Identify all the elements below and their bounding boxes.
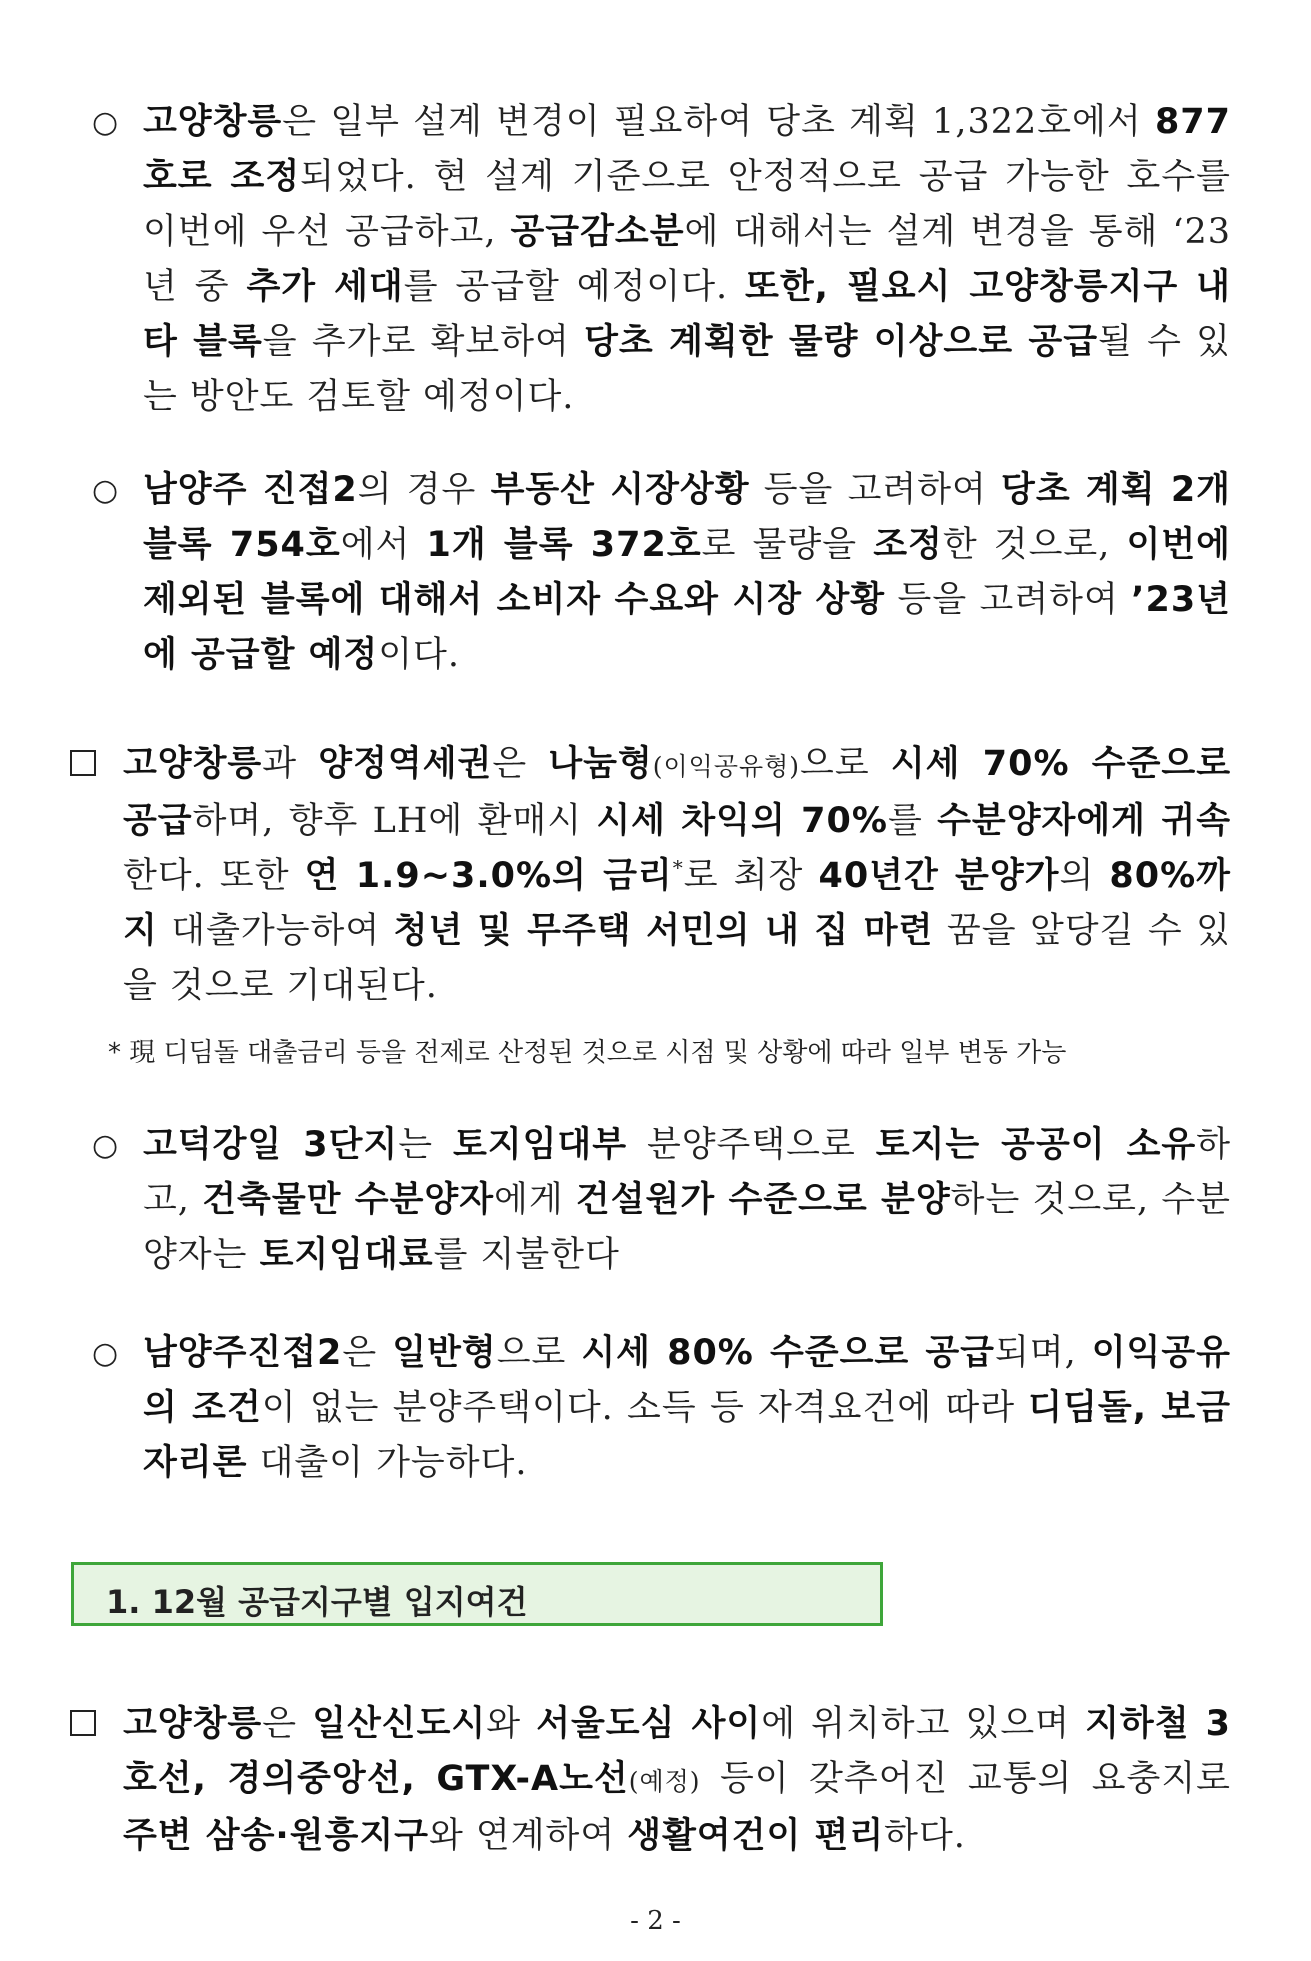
text-bold: 디딤돌, 보금자리론 (143, 1388, 1231, 1483)
paragraph-goyang-changneung (143, 95, 1231, 425)
text: 하는 것으로, 수분양자는 (143, 1180, 1231, 1275)
text: 으로 (496, 1333, 582, 1373)
text: 되었다. 현 설계 기준으로 안정적으로 공급 가능한 호수를 이번에 우선 공급하고, (143, 157, 1231, 252)
text: 이다. (378, 635, 460, 675)
text-bold: 양정역세권 (318, 744, 493, 784)
text: 에 위치하고 있으며 (761, 1704, 1086, 1744)
text-bold: 일반형 (392, 1333, 497, 1373)
text: 을 추가로 확보하여 (262, 322, 585, 362)
text: 하다. (884, 1816, 966, 1856)
text-bold: 시세 70% 수준으로 공급 (123, 744, 1232, 841)
text-bold: 고양창릉 (123, 1704, 263, 1744)
text-bold: 건설원가 수준으로 분양 (575, 1180, 951, 1220)
text-bold: 당초 계획 2개 블록 754호 (143, 470, 1231, 565)
text: 에서 (340, 525, 427, 565)
text: 를 지불한다 (433, 1235, 620, 1275)
text-bold: 40년간 분양가 (818, 856, 1060, 896)
text-bold: 수분양자에게 귀속 (937, 801, 1232, 841)
paragraph-godeok-gangil (143, 1118, 1231, 1283)
text-bold: 일산신도시 (312, 1704, 487, 1744)
text-small: (이익공유형) (652, 752, 801, 781)
text: 한 것으로, (942, 525, 1127, 565)
text-bold: 공급감소분 (510, 212, 685, 252)
text-bold: 토지임대부 (452, 1125, 628, 1165)
text-bold: 80%까지 (123, 856, 1231, 951)
text: 대출가능하여 (157, 911, 394, 951)
text: 꿈을 앞당길 수 있을 것으로 기대된다. (123, 911, 1231, 1006)
text: 이 없는 분양주택이다. 소득 등 자격요건에 따라 (261, 1388, 1029, 1428)
text: 등을 고려하여 (749, 470, 1002, 510)
text-bold: 또한, 필요시 고양창릉지구 내 타 블록 (143, 267, 1231, 362)
footnote: * 現 디딤돌 대출금리 등을 전제로 산정된 것으로 시점 및 상황에 따라 일부 변동 가능 (108, 1038, 1067, 1068)
text-bold: 남양주 진접2 (143, 470, 358, 510)
section-title: 1. 12월 공급지구별 입지여건 (106, 1583, 528, 1621)
paragraph-namyangju-jinjeop2 (143, 463, 1231, 683)
text-bold: 청년 및 무주택 서민의 내 집 마련 (393, 911, 934, 951)
text: 로 최장 (683, 856, 819, 896)
text: 한다. 또한 (123, 856, 305, 896)
text-bold: 고양창릉 (123, 744, 263, 784)
text: 는 (398, 1125, 453, 1165)
text-bold: 877호로 조정 (143, 102, 1231, 197)
text-bold: 연 1.9~3.0%의 금리 (304, 856, 673, 896)
text-bold: 당초 계획한 물량 이상으로 공급 (584, 322, 1098, 362)
text: 와 (486, 1704, 537, 1744)
section-header-box (71, 1562, 883, 1626)
text-bold: 고양창릉 (143, 102, 283, 142)
text-bold: 지하철 3호선, 경의중앙선, GTX-A노선 (123, 1704, 1232, 1799)
text: 되며, (994, 1333, 1092, 1373)
text-bold: 생활여건이 편리 (627, 1816, 885, 1856)
page-number: - 2 - (630, 1906, 681, 1936)
text-bold: 1개 블록 372호 (426, 525, 702, 565)
text-bold: 서울도심 사이 (536, 1704, 762, 1744)
text: 와 연계하여 (428, 1816, 628, 1856)
text-small: (예정) (628, 1767, 701, 1796)
text: 될 수 있는 방안도 검토할 예정이다. (143, 322, 1231, 417)
text: 과 (262, 744, 319, 784)
text-bold: ’23년에 공급할 예정 (143, 580, 1231, 675)
text: 로 물량을 (701, 525, 874, 565)
text: 은 (262, 1704, 313, 1744)
circle-bullet-icon: ○ (92, 105, 119, 140)
circle-bullet-icon: ○ (92, 1128, 119, 1163)
text: 를 공급할 예정이다. (403, 267, 746, 307)
paragraph-sharing-type (123, 737, 1231, 1014)
text-bold: 건축물만 수분양자 (202, 1180, 495, 1220)
text-bold: 이익공유의 조건 (143, 1333, 1231, 1428)
text-bold: 이번에 제외된 블록에 대해서 소비자 수요와 시장 상황 (143, 525, 1231, 620)
text-bold: 토지임대료 (259, 1235, 434, 1275)
text: 은 (492, 744, 549, 784)
text: 분양주택으로 (627, 1125, 876, 1165)
text: 에게 (494, 1180, 576, 1220)
text: 등이 갖추어진 교통의 요충지로 (700, 1759, 1231, 1799)
text-bold: 시세 80% 수준으로 공급 (581, 1333, 995, 1373)
text: 대출이 가능하다. (247, 1443, 528, 1483)
text-bold: 조정 (873, 525, 943, 565)
text: 하고, (143, 1125, 1231, 1220)
text: 으로 (800, 744, 891, 784)
text: 에 대해서는 설계 변경을 통해 ‘23년 중 (143, 212, 1231, 307)
text-bold: 부동산 시장상황 (490, 470, 750, 510)
text-bold: 추가 세대 (246, 267, 404, 307)
text: 등을 고려하여 (885, 580, 1132, 620)
text-bold: 남양주진접2 (143, 1333, 343, 1373)
text: 은 (342, 1333, 393, 1373)
circle-bullet-icon: ○ (92, 1336, 119, 1371)
text: 하며, 향후 LH에 환매시 (192, 801, 597, 841)
text-bold: 고덕강일 3단지 (143, 1125, 399, 1165)
text: 은 일부 설계 변경이 필요하여 당초 계획 1,322호에서 (282, 102, 1155, 142)
circle-bullet-icon: ○ (92, 473, 119, 508)
text: 의 경우 (357, 470, 491, 510)
square-bullet-icon (70, 1710, 96, 1736)
text-bold: 주변 삼송·원흥지구 (123, 1816, 429, 1856)
text: 를 (887, 801, 938, 841)
square-bullet-icon (70, 750, 96, 776)
text-bold: 시세 차익의 70% (596, 801, 888, 841)
paragraph-general-type (143, 1326, 1231, 1491)
text-bold: 토지는 공공이 소유 (875, 1125, 1197, 1165)
text-bold: 나눔형 (548, 744, 653, 784)
text: 의 (1059, 856, 1110, 896)
footnote-marker: * (672, 855, 684, 880)
paragraph-location (123, 1697, 1231, 1864)
